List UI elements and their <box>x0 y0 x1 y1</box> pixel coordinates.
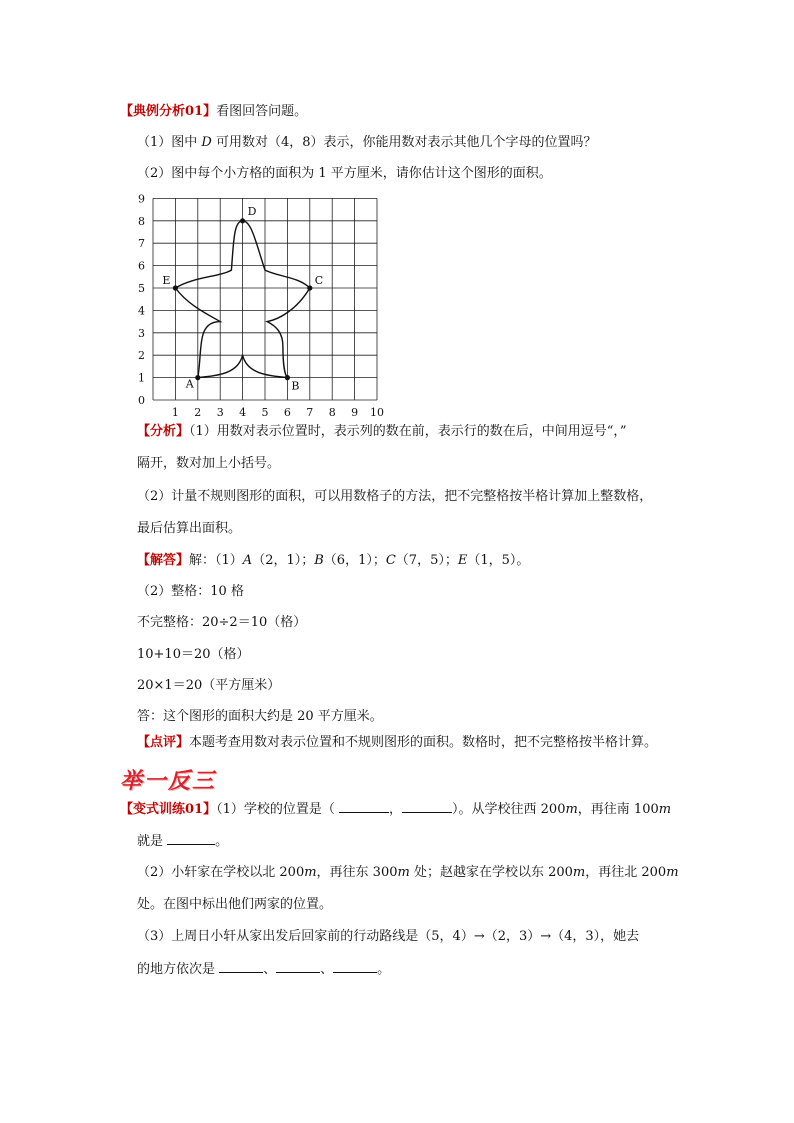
unit-m: m <box>666 865 679 880</box>
practice-6-end: 。 <box>377 962 391 977</box>
answer-line-4: 10+10＝20（格） <box>137 647 250 662</box>
practice-line-5: （3）上周日小轩从家出发后回家前的行动路线是（5，4）→（2，3）→（4，3），她去 <box>137 929 640 944</box>
example-title <box>120 103 307 121</box>
answer-blank[interactable] <box>219 960 263 973</box>
point-b-label: B <box>291 379 300 393</box>
y-tick-label: 9 <box>138 192 145 206</box>
x-tick-label: 4 <box>239 406 247 419</box>
point-c-marker <box>307 285 312 290</box>
unit-m: m <box>572 865 586 880</box>
example-tag: 【典例分析01】 <box>120 104 217 119</box>
answer-prefix: 解：（1） <box>189 553 243 568</box>
question-1-text-a: （1）图中 <box>137 135 202 150</box>
practice-3-text-c: 处；赵越家在学校以东 200 <box>409 865 573 880</box>
x-tick-label: 10 <box>370 406 384 419</box>
separator: 、 <box>263 962 277 977</box>
point-d-label: D <box>247 204 257 218</box>
analysis-line-2: 隔开，数对加上小括号。 <box>137 456 281 471</box>
question-2: （2）图中每个小方格的面积为 1 平方厘米，请你估计这个图形的面积。 <box>137 166 552 181</box>
answer-point-b: B <box>314 553 324 568</box>
practice-tag: 【变式训练01】 <box>120 802 217 817</box>
comment-text: 本题考查用数对表示位置和不规则图形的面积。数格时，把不完整格按半格计算。 <box>189 735 658 750</box>
example-intro: 看图回答问题。 <box>216 104 308 119</box>
practice-1-text-c: ）。从学校往西 200 <box>452 802 566 817</box>
answer-point-b-value: （6，1）； <box>323 553 386 568</box>
x-tick-label: 6 <box>283 406 291 419</box>
y-tick-label: 6 <box>138 259 145 273</box>
answer-line-5: 20×1＝20（平方厘米） <box>137 678 281 693</box>
answer-point-a: A <box>242 553 253 568</box>
y-tick-label: 7 <box>138 237 145 251</box>
answer-point-e-value: （1，5）。 <box>467 553 530 568</box>
analysis-line-3: （2）计量不规则图形的面积，可以用数格子的方法，把不完整格按半格计算加上整数格， <box>137 489 653 504</box>
x-tick-label: 1 <box>171 406 179 419</box>
question-1-text-b: 可用数对（4，8）表示，你能用数对表示其他几个字母的位置吗？ <box>211 135 597 150</box>
x-tick-label: 9 <box>351 406 359 419</box>
x-tick-label: 5 <box>261 406 269 419</box>
analysis-tag: 【分析】 <box>137 424 190 439</box>
answer-blank[interactable] <box>402 800 452 813</box>
axis-labels <box>138 192 384 419</box>
practice-line-1 <box>120 800 671 819</box>
practice-6-text-a: 的地方依次是 <box>137 962 220 977</box>
analysis-line-4: 最后估算出面积。 <box>137 521 242 536</box>
y-tick-label: 0 <box>138 394 145 407</box>
y-tick-label: 3 <box>138 326 145 340</box>
point-b-marker <box>285 375 290 380</box>
practice-3-text-a: （2）小轩家在学校以北 200 <box>137 865 305 880</box>
point-c-label: C <box>314 274 324 287</box>
practice-1-text-d: ，再往南 100 <box>577 802 659 817</box>
question-1-var: D <box>201 135 212 150</box>
y-tick-label: 5 <box>138 282 145 295</box>
answer-point-c-value: （7，5）； <box>395 553 458 568</box>
answer-blank[interactable] <box>167 832 215 845</box>
unit-m: m <box>304 865 317 880</box>
x-tick-label: 7 <box>306 406 314 419</box>
analysis-text-1a: （1）用数对表示位置时，表示列的数在前，表示行的数在后，中间用逗号“，” <box>189 424 627 439</box>
point-e-label: E <box>162 274 171 287</box>
unit-m: m <box>565 802 578 817</box>
practice-2-text-a: 就是 <box>137 834 168 849</box>
question-1 <box>137 134 597 152</box>
y-tick-label: 2 <box>138 349 145 363</box>
y-tick-label: 8 <box>138 214 145 228</box>
practice-line-2 <box>137 832 228 851</box>
practice-1-text-a: （1）学校的位置是（ <box>216 802 339 817</box>
practice-line-3 <box>137 864 679 882</box>
comment-tag: 【点评】 <box>137 735 190 750</box>
section-banner: 举一反三 <box>120 769 217 794</box>
x-tick-label: 2 <box>194 406 202 419</box>
answer-point-a-value: （2，1）； <box>252 553 315 568</box>
point-a-marker <box>195 375 200 380</box>
practice-line-6 <box>137 960 390 979</box>
practice-3-text-d: ，再往北 200 <box>585 865 667 880</box>
answer-line-3: 不完整格：20÷2＝10（格） <box>137 615 307 630</box>
practice-line-4: 处。在图中标出他们两家的位置。 <box>137 897 333 912</box>
coordinate-grid-chart <box>130 190 400 420</box>
answer-line-6: 答：这个图形的面积大约是 20 平方厘米。 <box>137 709 383 724</box>
answer-point-c: C <box>385 553 396 568</box>
unit-m: m <box>397 865 410 880</box>
point-a-label: A <box>185 377 194 391</box>
practice-1-comma: ， <box>389 802 403 817</box>
unit-m: m <box>658 802 672 817</box>
x-tick-label: 8 <box>328 406 336 419</box>
comment-line <box>137 734 657 752</box>
y-tick-label: 4 <box>138 304 145 318</box>
practice-3-text-b: ，再往东 300 <box>316 865 398 880</box>
x-tick-label: 3 <box>216 406 224 419</box>
answer-point-e: E <box>457 553 468 568</box>
answer-blank[interactable] <box>333 960 377 973</box>
answer-blank[interactable] <box>276 960 320 973</box>
point-d-marker <box>240 218 245 223</box>
separator: 、 <box>320 962 334 977</box>
y-tick-label: 1 <box>138 371 145 385</box>
answer-line-2: （2）整格：10 格 <box>137 584 244 599</box>
point-e-marker <box>173 285 178 290</box>
answer-tag: 【解答】 <box>137 553 190 568</box>
analysis-line-1 <box>137 423 627 441</box>
answer-blank[interactable] <box>339 800 389 813</box>
answer-line-1 <box>137 552 529 570</box>
practice-2-text-b: 。 <box>215 834 229 849</box>
